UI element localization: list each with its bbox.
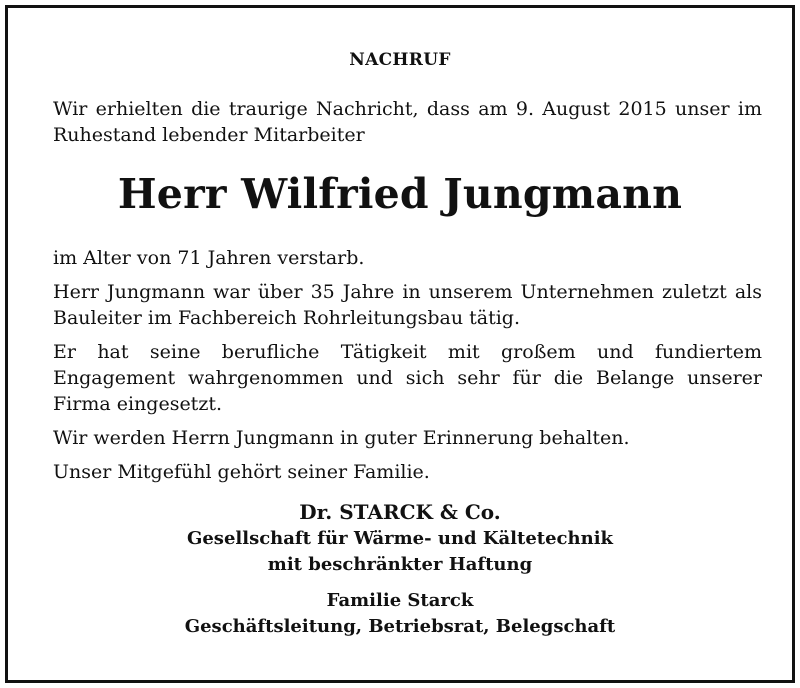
company-legal-form: mit beschränkter Haftung (267, 554, 533, 575)
obituary-notice (5, 5, 795, 683)
engagement-paragraph: Er hat seine berufliche Tätigkeit mit großem und fundiertem Engagement wahrgenommen und sich sehr für die Belange unserer Firma eingesetzt. (53, 341, 762, 415)
remembrance-paragraph: Wir werden Herrn Jungmann in guter Erinnerung behalten. (53, 427, 630, 449)
age-paragraph: im Alter von 71 Jahren verstarb. (53, 247, 365, 269)
deceased-name: Herr Wilfried Jungmann (117, 170, 683, 218)
intro-text: Wir erhielten die traurige Nachricht, dass am 9. August 2015 unser im Ruhestand lebender Mitarbeiter (53, 98, 762, 146)
staff-line: Geschäftsleitung, Betriebsrat, Belegschaft (184, 616, 616, 637)
family-name: Familie Starck (326, 590, 474, 611)
company-name: Dr. STARCK & Co. (299, 500, 501, 524)
career-paragraph: Herr Jungmann war über 35 Jahre in unserem Unternehmen zuletzt als Bauleiter im Fachbereich Rohrleitungsbau tätig. (53, 281, 762, 329)
notice-body (53, 245, 762, 493)
condolence-paragraph: Unser Mitgefühl gehört seiner Familie. (53, 461, 430, 483)
notice-heading: NACHRUF (349, 50, 451, 70)
company-description: Gesellschaft für Wärme- und Kältetechnik (186, 528, 613, 549)
signature-block (8, 498, 792, 640)
